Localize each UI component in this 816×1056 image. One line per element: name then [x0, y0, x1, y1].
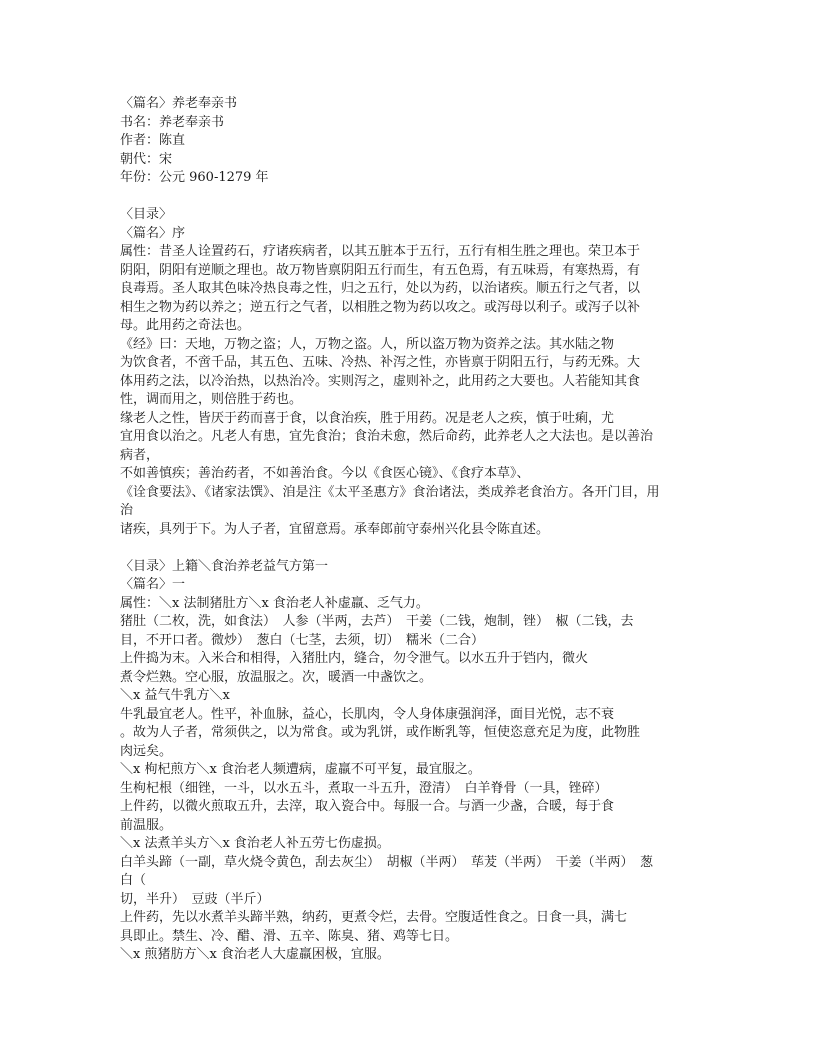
- years-line: 年份：公元 960-1279 年: [120, 170, 269, 185]
- text-line: 母。此用药之奇法也。: [120, 318, 251, 333]
- toc-line: 〈目录〉: [120, 207, 173, 222]
- text-line: 属性：＼x 法制猪肚方＼x 食治老人补虚羸、乏气力。: [120, 595, 429, 611]
- text-line: 诸疾，具列于下。为人子者，宜留意焉。承奉郎前守泰州兴化县令陈直述。: [120, 521, 550, 537]
- text-line: 阴阳，阴阳有逆顺之理也。故万物皆禀阴阳五行而生，有五色焉，有五味焉，有寒热焉，有: [120, 262, 641, 278]
- author-line: 作者：陈直: [120, 133, 186, 148]
- document-page: [120, 95, 698, 965]
- text-line: 病者，: [120, 447, 160, 463]
- title-line: 〈篇名〉养老奉亲书: [120, 96, 238, 111]
- text-line: 具即止。禁生、冷、醋、滑、五辛、陈臭、猪、鸡等七日。: [120, 928, 459, 944]
- text-line: 治: [120, 503, 134, 518]
- text-line: ＼x 益气牛乳方＼x: [120, 688, 230, 703]
- text-line: 上件药，以微火煎取五升，去滓，取入瓷合中。每服一合。与酒一少盏，合暖，每于食: [120, 799, 615, 814]
- toc-line: 〈目录〉上籍＼食治养老益气方第一: [120, 558, 329, 574]
- dynasty-line: 朝代：宋: [120, 151, 173, 167]
- text-line: 属性：昔圣人诠置药石，疗诸疾病者，以其五脏本于五行，五行有相生胜之理也。荣卫本于: [120, 244, 641, 259]
- text-line: 生枸杞根（细锉，一斗，以水五斗，煮取一斗五升，澄清） 白羊脊骨（一具，锉碎）: [120, 780, 608, 796]
- text-line: 《经》曰：天地，万物之盗；人，万物之盗。人，所以盗万物为资养之法。其水陆之物: [120, 336, 615, 352]
- text-line: 。故为人子者，常须供之，以为常食。或为乳饼，或作断乳等，恒使恣意充足为度，此物胜: [120, 725, 641, 740]
- text-line: 切，半升） 豆豉（半斤）: [120, 891, 270, 907]
- text-line: 白（: [120, 873, 147, 888]
- text-line: 目，不开口者。微炒） 葱白（七茎，去须，切） 糯米（二合）: [120, 632, 485, 648]
- section-title: 〈篇名〉序: [120, 225, 186, 241]
- text-line: 煮令烂熟。空心服，放温服之。次，暖酒一中盏饮之。: [120, 669, 433, 685]
- book-name-line: 书名：养老奉亲书: [120, 114, 225, 130]
- text-line: 白羊头蹄（一副，草火烧令黄色，刮去灰尘） 胡椒（半两） 荜茇（半两） 干姜（半两） 葱: [120, 854, 654, 870]
- text-line: 不如善慎疾；善治药者，不如善治食。今以《食医心镜》、《食疗本草》、: [120, 466, 530, 481]
- text-line: 性，调而用之，则倍胜于药也。: [120, 392, 303, 407]
- text-line: ＼x 枸杞煎方＼x 食治老人频遭病，虚羸不可平复，最宜服之。: [120, 762, 481, 777]
- blank-line: [120, 188, 698, 207]
- text-line: ＼x 法煮羊头方＼x 食治老人补五劳七伤虚损。: [120, 836, 390, 851]
- text-line: ＼x 煎猪肪方＼x 食治老人大虚羸困极，宜服。: [120, 947, 390, 962]
- section-title: 〈篇名〉一: [120, 577, 186, 592]
- text-line: 上件药，先以水煮羊头蹄半熟，纳药，更煮令烂，去骨。空腹适性食之。日食一具，满七: [120, 910, 628, 925]
- text-line: 牛乳最宜老人。性平，补血脉，益心，长肌肉，令人身体康强润泽，面目光悦，志不衰: [120, 706, 615, 722]
- text-line: 前温服。: [120, 817, 173, 833]
- preface-body: [120, 243, 698, 539]
- chapter-body: [120, 595, 698, 965]
- text-line: 上件捣为末。入米合和相得，入猪肚内，缝合，勿令泄气。以水五升于铛内，微火: [120, 651, 589, 666]
- text-line: 肉远矣。: [120, 743, 173, 759]
- text-line: 体用药之法，以冷治热，以热治冷。实则泻之，虚则补之，此用药之大要也。人若能知其食: [120, 373, 641, 389]
- text-line: 缘老人之性，皆厌于药而喜于食，以食治疾，胜于用药。况是老人之疾，慎于吐痢，尤: [120, 410, 615, 426]
- text-line: 猪肚（二枚，洗，如食法） 人参（半两，去芦） 干姜（二钱，炮制，锉） 椒（二钱，去: [120, 614, 634, 629]
- text-line: 《诠食要法》、《诸家法馔》、洎是注《太平圣惠方》食治诸法，类成养老食治方。各开门目，用: [120, 484, 660, 500]
- blank-line: [120, 539, 698, 558]
- text-line: 宜用食以治之。凡老人有患，宜先食治；食治未愈，然后命药，此养老人之大法也。是以善治: [120, 429, 654, 444]
- text-line: 相生之物为药以养之；逆五行之气者，以相胜之物为药以攻之。或泻母以利子。或泻子以补: [120, 299, 641, 315]
- text-line: 良毒焉。圣人取其色味冷热良毒之性，归之五行，处以为药，以治诸疾。顺五行之气者，以: [120, 281, 641, 296]
- text-line: 为饮食者，不啻千品，其五色、五味、冷热、补泻之性，亦皆禀于阴阳五行，与药无殊。大: [120, 355, 641, 370]
